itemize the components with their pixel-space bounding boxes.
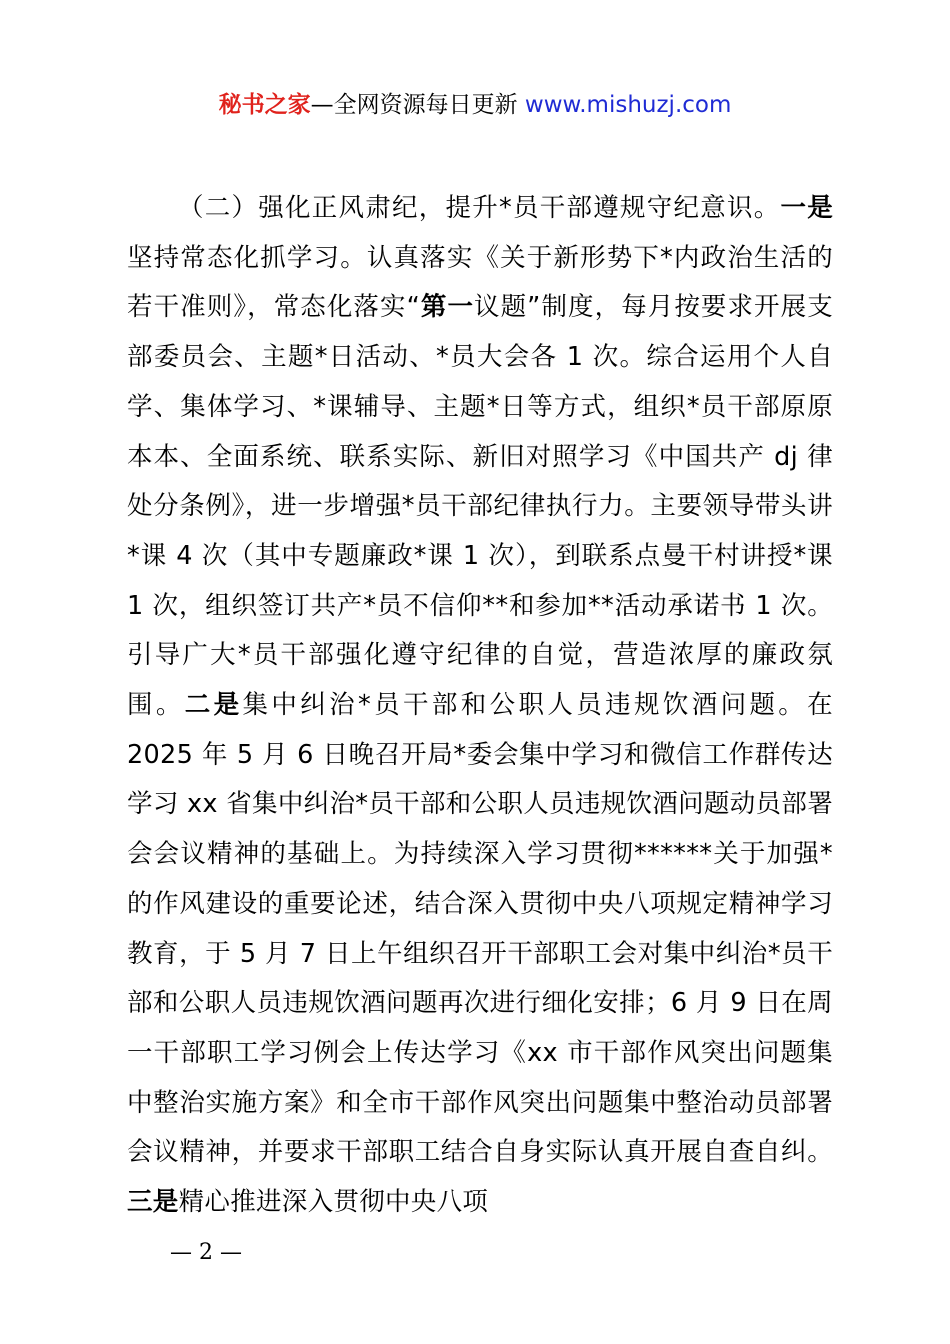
paragraph-text: 集中纠治*员干部和公职人员违规饮酒问题。在 2025 年 5 月 6 日晚召开局*委会集中学习和微信工作群传达学习 xx 省集中纠治*员干部和公职人员违规饮酒问题动员部署会会议精神的基础上。为持续深入学习贯彻******关于加强*的作风建设的重要论述，结合深入贯彻中央八项规定精神学习教育，于 5 月 7 日上午组织召开干部职工会对集中纠治*员干部和公职人员违规饮酒问题再次进行细化安排；6 月 9 日在周一干部职工学习例会上传达学习《xx 市干部作风突出问题集中整治实施方案》和全市干部作风突出问题集中整治动员部署会议精神，并要求干部职工结合自身实际认真开展自查自纠。 (127, 690, 833, 1168)
body-paragraph (127, 184, 833, 1228)
bold-marker-first: 一是 (780, 193, 834, 223)
site-watermark-header (0, 88, 950, 122)
bold-marker-second: 二是 (184, 690, 243, 721)
site-url: www.mishuzj.com (524, 92, 732, 118)
section-heading-text: （二）强化正风肃纪，提升*员干部遵规守纪意识。 (178, 193, 781, 223)
site-tagline: —全网资源每日更新 (310, 92, 525, 118)
bold-marker-third: 三是 (127, 1187, 179, 1218)
paragraph-text: 精心推进深入贯彻中央八项 (178, 1187, 489, 1218)
paragraph-text: 坚持常态化抓学习。认真落实《关于新形势下*内政治生活的若干准则》，常态化落实“ (127, 242, 833, 323)
paragraph-text: 议题”制度，每月按要求开展支部委员会、主题*日活动、*员大会各 1 次。综合运用个人自学、集体学习、*课辅导、主题*日等方式，组织*员干部原原本本、全面系统、联系实际、新旧对照学习《中国共产 dj 律处分条例》，进一步增强*员干部纪律执行力。主要领导带头讲*课 4 次（其中专题廉政*课 1 次），到联系点曼干村讲授*课 1 次，组织签订共产*员不信仰**和参加**活动承诺书 1 次。引导广大*员干部强化遵守纪律的自觉，营造浓厚的廉政氛围。 (127, 292, 834, 721)
page-number: — 2 — (170, 1240, 242, 1265)
bold-marker-diyi: 第一 (420, 292, 475, 323)
site-brand: 秘书之家 (218, 92, 311, 118)
